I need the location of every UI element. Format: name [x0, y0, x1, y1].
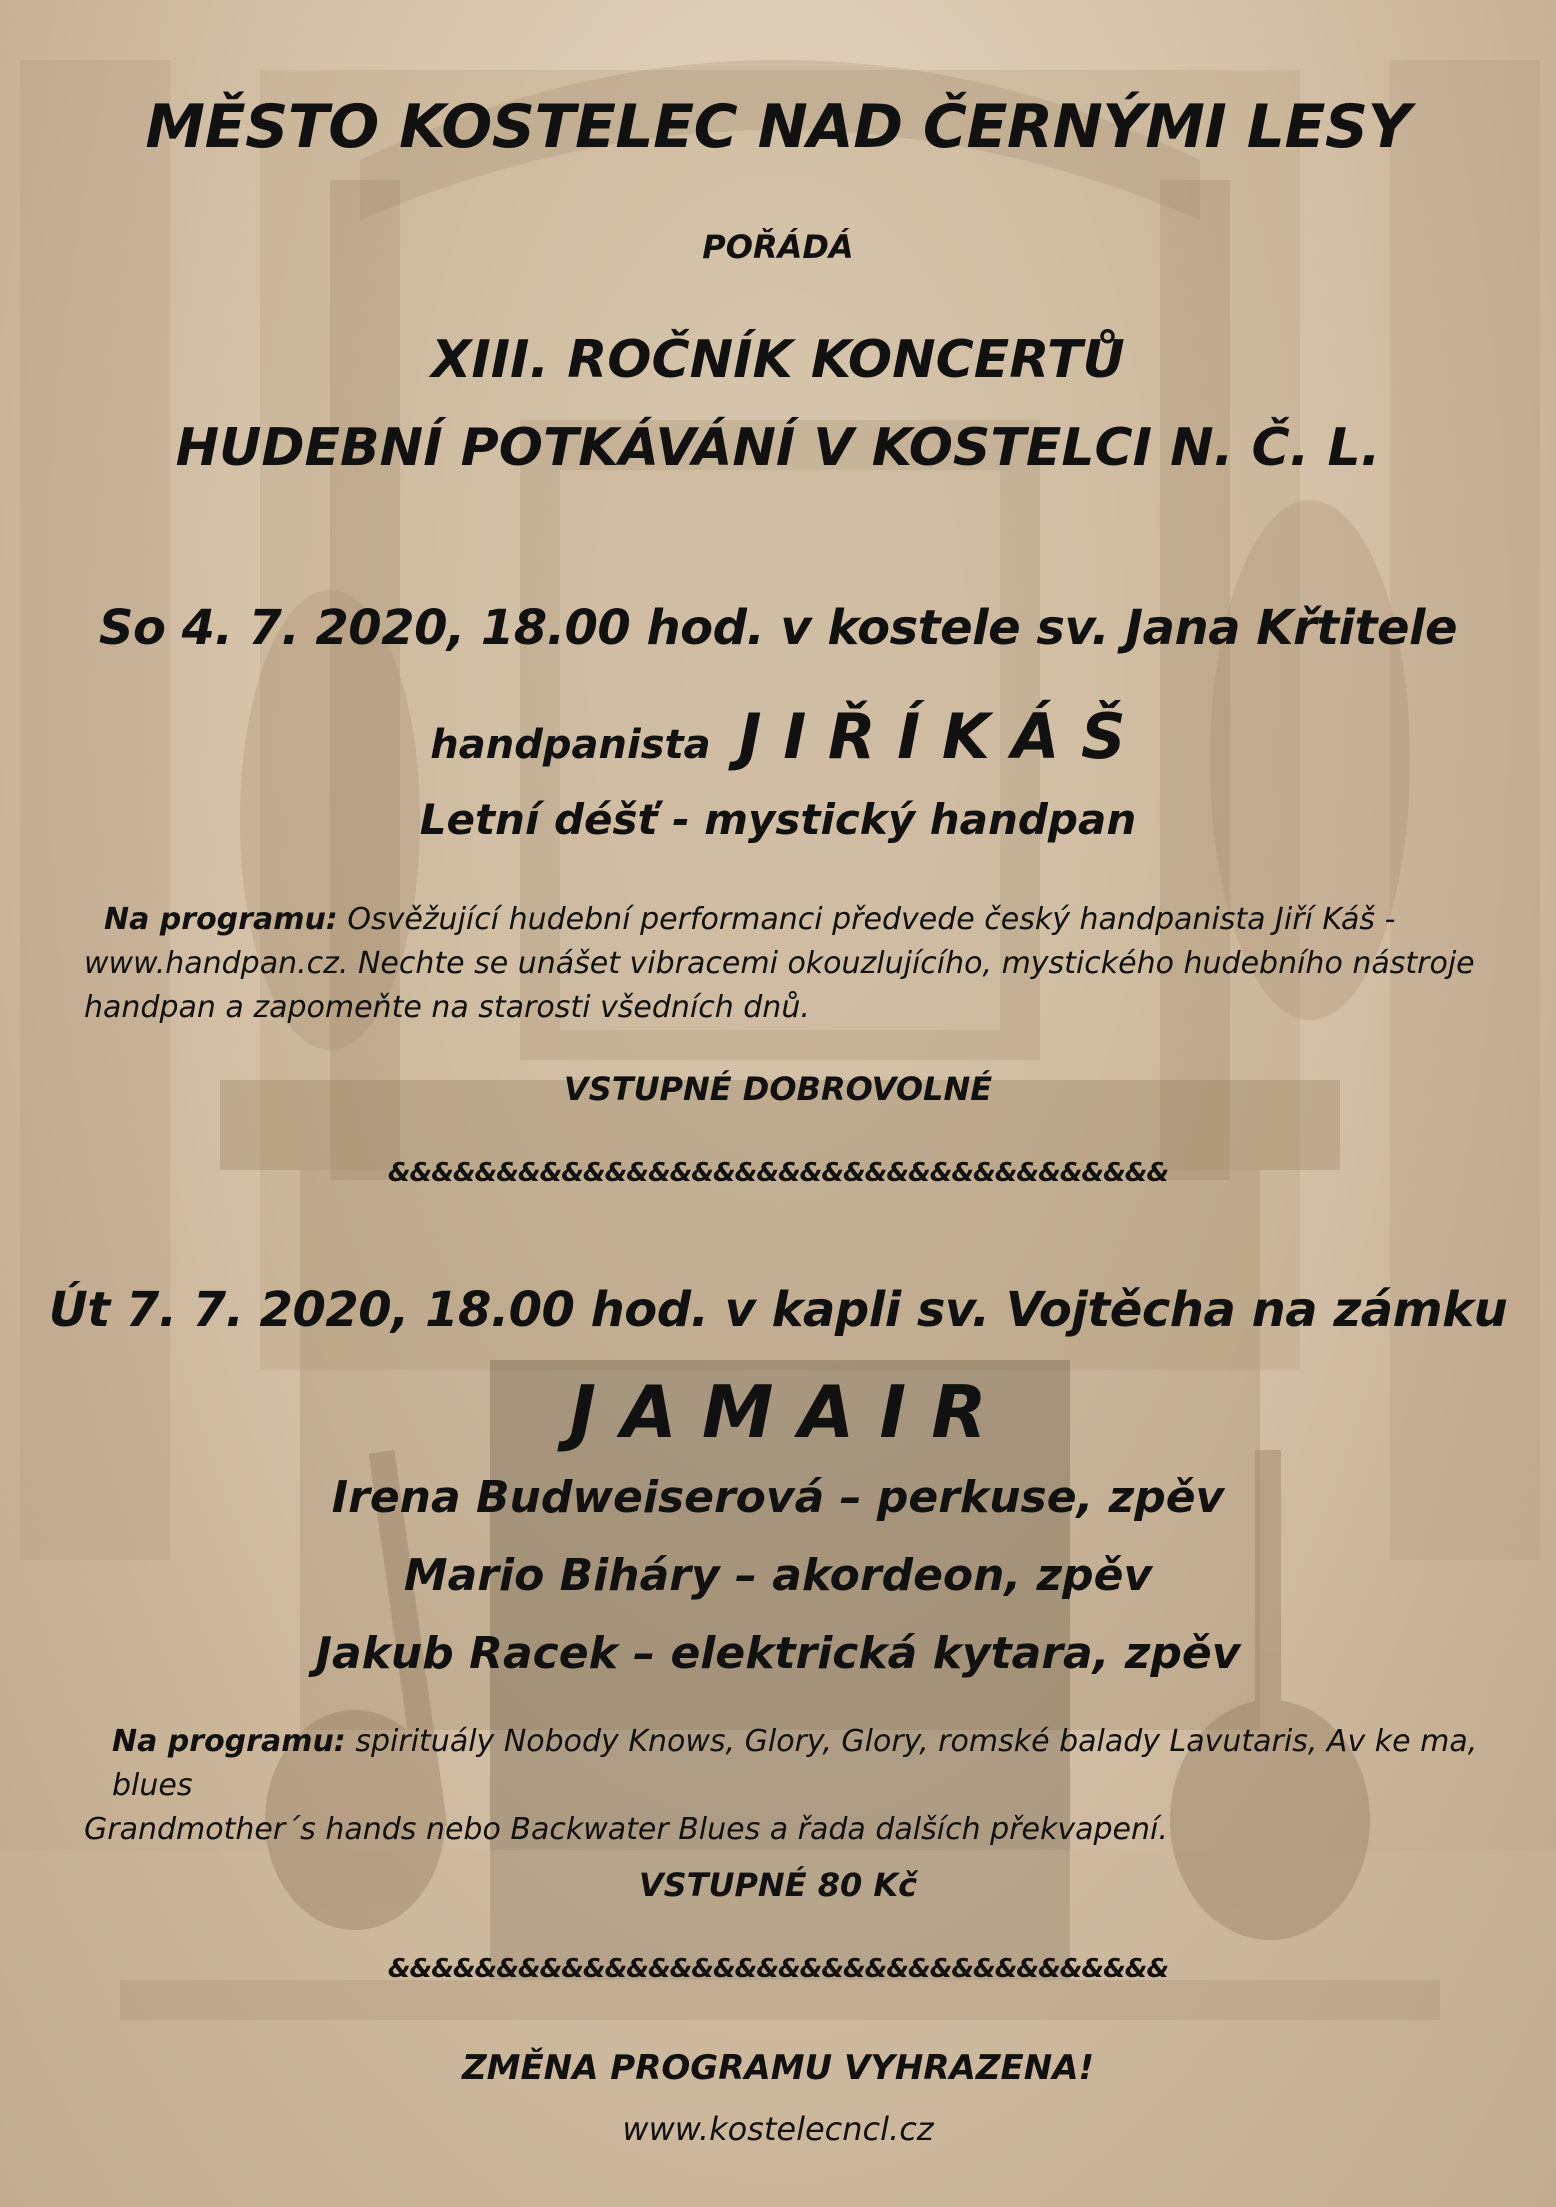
- concert1-program-line1: Osvěžující hudební performanci předvede český handpanista Jiří Káš -: [347, 902, 1396, 937]
- concert2-admission: VSTUPNÉ 80 Kč: [638, 1866, 918, 1904]
- concert2-separator: &&&&&&&&&&&&&&&&&&&&&&&&&&&&&&&&&&&&: [387, 1954, 1169, 1984]
- concert1-performer-role: handpanista: [430, 722, 711, 768]
- concert1-performer: [0, 700, 1556, 773]
- concert2-member: Irena Budweiserová – perkuse, zpěv: [331, 1472, 1225, 1523]
- concert2-member: Mario Biháry – akordeon, zpěv: [403, 1550, 1153, 1601]
- concert2-program-label: Na programu:: [112, 1724, 346, 1759]
- program-change-notice: ZMĚNA PROGRAMU VYHRAZENA!: [461, 2048, 1095, 2088]
- concert2-date-place: Út 7. 7. 2020, 18.00 hod. v kapli sv. Vojtěcha na zámku: [48, 1282, 1508, 1338]
- edition-title-line1: XIII. ROČNÍK KONCERTŮ: [431, 330, 1125, 390]
- presents-label: POŘÁDÁ: [702, 228, 854, 266]
- edition-title-line2: HUDEBNÍ POTKÁVÁNÍ V KOSTELCI N. Č. L.: [175, 418, 1381, 478]
- concert2-member: Jakub Racek – elektrická kytara, zpěv: [315, 1628, 1241, 1679]
- website-link[interactable]: www.kostelecncl.cz: [622, 2110, 934, 2148]
- concert1-performer-name: J I Ř Í K Á Š: [738, 700, 1126, 773]
- concert2-program-line1: spirituály Nobody Knows, Glory, Glory, romské balady Lavutaris, Av ke ma, blues: [112, 1724, 1478, 1803]
- concert1-program-line2: www.handpan.cz. Nechte se unášet vibracemi okouzlujícího, mystického hudebního nástroje: [84, 946, 1475, 981]
- concert1-admission: VSTUPNÉ DOBROVOLNÉ: [563, 1070, 993, 1108]
- concert1-program: [84, 898, 1504, 1030]
- concert1-separator: &&&&&&&&&&&&&&&&&&&&&&&&&&&&&&&&&&&&: [387, 1158, 1169, 1188]
- concert1-program-line3: handpan a zapomeňte na starosti všedních dnů.: [84, 990, 810, 1025]
- concert2-program: [84, 1720, 1504, 1852]
- concert2-program-line2: Grandmother´s hands nebo Backwater Blues a řada dalších překvapení.: [84, 1812, 1168, 1847]
- city-organizer-title: MĚSTO KOSTELEC NAD ČERNÝMI LESY: [145, 92, 1411, 162]
- concert1-subtitle: Letní déšť - mystický handpan: [419, 795, 1137, 844]
- concert1-program-label: Na programu:: [104, 902, 338, 937]
- concert1-date-place: So 4. 7. 2020, 18.00 hod. v kostele sv. Jana Křtitele: [98, 600, 1458, 656]
- concert2-band-name: J A M A I R: [569, 1370, 987, 1454]
